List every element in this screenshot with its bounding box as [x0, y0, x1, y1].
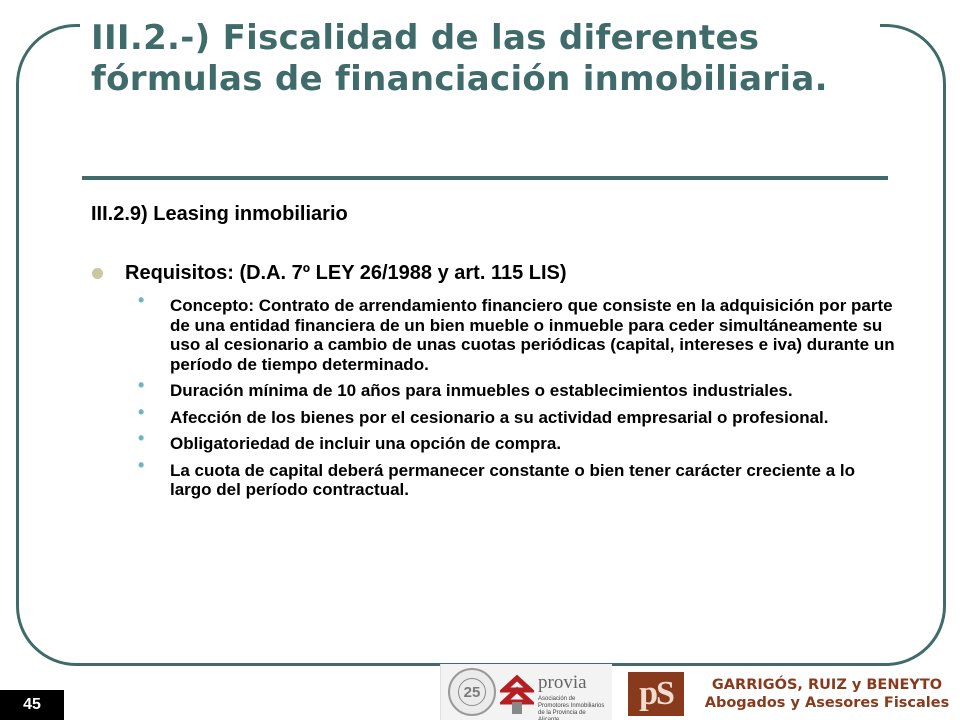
requirements-list	[136, 290, 896, 507]
list-item	[136, 375, 896, 401]
anniversary-seal-icon	[448, 668, 496, 716]
list-item	[136, 290, 896, 374]
section-subtitle: III.2.9) Leasing inmobiliario	[91, 203, 348, 225]
bullet-icon: •	[138, 375, 145, 395]
seal-number: 25	[458, 678, 486, 706]
list-item	[136, 454, 896, 500]
bullet-icon: •	[138, 428, 145, 448]
firm-name	[696, 676, 958, 712]
title-line-1: III.2.-) Fiscalidad de las diferentes	[91, 18, 760, 58]
firm-name-line-1: GARRIGÓS, RUIZ y BENEYTO	[711, 677, 943, 693]
provia-house-logo-icon	[500, 672, 534, 716]
page-number: 45	[0, 690, 64, 720]
list-item-text: La cuota de capital deberá permanecer constante o bien tener carácter creciente a lo largo del período contractual.	[170, 460, 855, 499]
title-line-2: fórmulas de financiación inmobiliaria.	[91, 59, 828, 99]
requisitos-heading	[92, 262, 567, 285]
list-item	[136, 428, 896, 454]
list-item	[136, 401, 896, 428]
firm-name-line-2: Abogados y Asesores Fiscales	[704, 695, 950, 711]
bullet-icon: •	[138, 401, 145, 422]
list-item-text: Duración mínima de 10 años para inmuebles o establecimientos industriales.	[170, 381, 793, 400]
ps-logo-icon: pS	[628, 672, 684, 716]
requisitos-text: Requisitos: (D.A. 7º LEY 26/1988 y art. 115 LIS)	[125, 262, 567, 284]
title-divider	[82, 176, 888, 180]
list-item-text: Obligatoriedad de incluir una opción de compra.	[170, 434, 562, 453]
list-item-text: Afección de los bienes por el cesionario a su actividad empresarial o profesional.	[170, 407, 829, 427]
bullet-icon: •	[138, 290, 145, 310]
bullet-icon: •	[138, 454, 145, 475]
provia-description: Asociación de Promotores Inmobiliarios de la Provincia de Alicante	[538, 696, 605, 720]
slide-title	[91, 18, 891, 100]
requisitos-bullet-icon	[92, 268, 103, 279]
list-item-text: Concepto: Contrato de arrendamiento financiero que consiste en la adquisición por parte de una entidad financiera de un bien mueble o inmueble para ceder simultáneamente su uso al cesionario a cambio de unas cuotas periódicas (capital, intereses e iva) durante un período de tiempo determinado.	[170, 296, 895, 374]
provia-name: provia	[538, 672, 587, 693]
